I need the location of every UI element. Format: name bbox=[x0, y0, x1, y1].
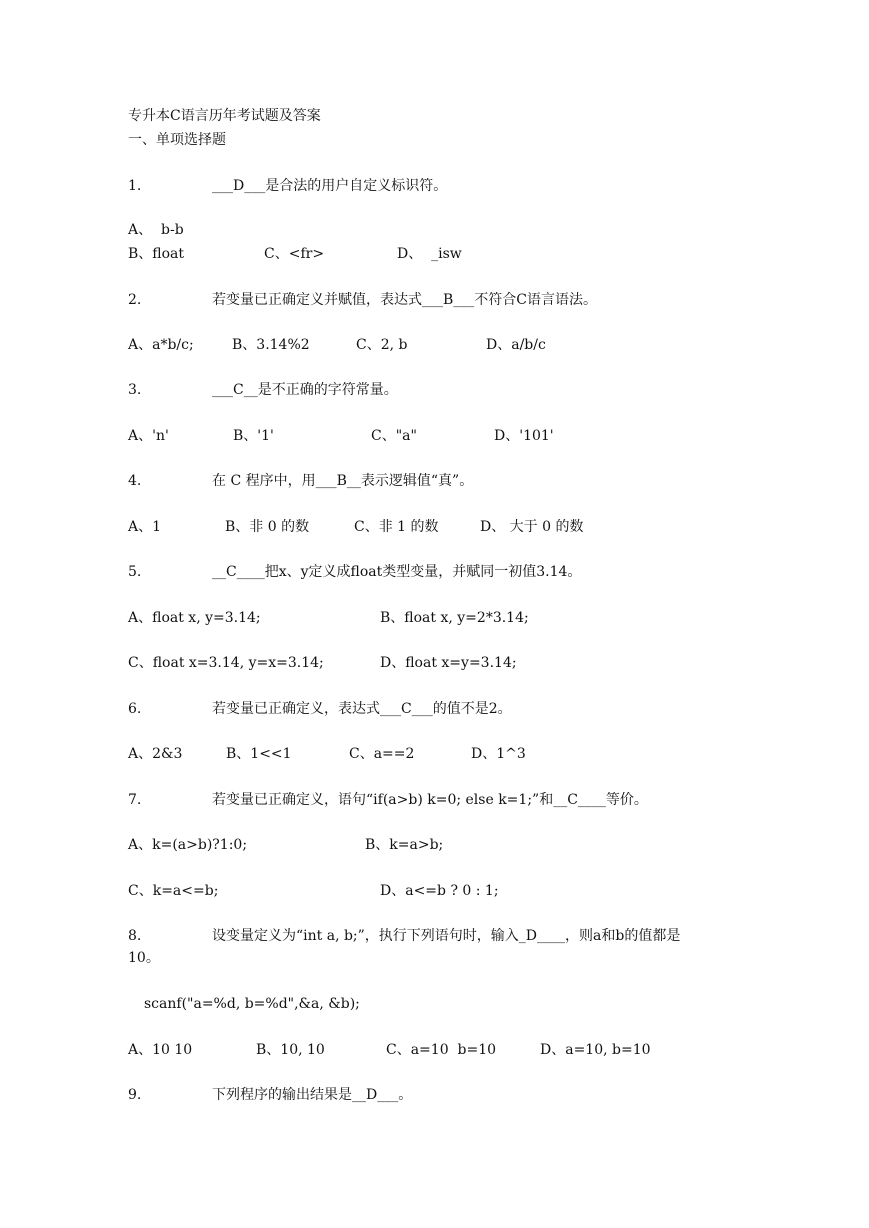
question-text: ___C__是不正确的字符常量。 bbox=[212, 382, 398, 398]
question-number: 6. bbox=[128, 701, 142, 717]
question-text: 若变量已正确定义，表达式___C___的值不是2。 bbox=[212, 701, 512, 717]
question-number: 9. bbox=[128, 1087, 142, 1103]
option-a: A、10 10 bbox=[128, 1042, 193, 1058]
option-c: C、a=10 b=10 bbox=[386, 1042, 497, 1058]
option-d: D、'101' bbox=[494, 428, 554, 444]
option-b: B、'1' bbox=[233, 428, 274, 444]
option-d: D、 大于 0 的数 bbox=[480, 519, 584, 535]
question-text: __C____把x、y定义成float类型变量，并赋同一初值3.14。 bbox=[212, 564, 582, 580]
option-b: B、k=a>b; bbox=[365, 837, 444, 853]
question-text: 若变量已正确定义并赋值，表达式___B___不符合C语言语法。 bbox=[212, 292, 597, 308]
question-number: 5. bbox=[128, 564, 142, 580]
question-text: 设变量定义为“int a, b;”，执行下列语句时，输入_D____，则a和b的值都是 bbox=[212, 928, 681, 944]
option-b: B、10, 10 bbox=[256, 1042, 325, 1058]
option-c: C、非 1 的数 bbox=[354, 519, 439, 535]
question-number: 8. bbox=[128, 928, 142, 944]
option-b: B、非 0 的数 bbox=[225, 519, 310, 535]
option-a: A、a*b/c; bbox=[128, 337, 194, 353]
document-title: 专升本C语言历年考试题及答案 bbox=[128, 108, 321, 124]
option-b: B、3.14%2 bbox=[232, 337, 310, 353]
option-a: A、'n' bbox=[128, 428, 169, 444]
question-number: 3. bbox=[128, 382, 142, 398]
question-text: 在 C 程序中，用___B__表示逻辑值“真”。 bbox=[212, 473, 474, 489]
question-number: 2. bbox=[128, 292, 142, 308]
option-c: C、k=a<=b; bbox=[128, 883, 219, 899]
option-d: D、float x=y=3.14; bbox=[380, 655, 517, 671]
option-a: A、2&3 bbox=[128, 746, 183, 762]
option-a: A、 b-b bbox=[128, 222, 184, 238]
option-c: C、a==2 bbox=[349, 746, 415, 762]
option-a: A、k=(a>b)?1:0; bbox=[128, 837, 248, 853]
option-d: D、a<=b ? 0 : 1; bbox=[380, 883, 499, 899]
question-text: ___D___是合法的用户自定义标识符。 bbox=[212, 178, 448, 194]
option-b: B、1<<1 bbox=[226, 746, 292, 762]
question-number: 1. bbox=[128, 178, 142, 194]
option-b: B、float x, y=2*3.14; bbox=[380, 610, 529, 626]
option-c: C、"a" bbox=[371, 428, 417, 444]
option-d: D、a=10, b=10 bbox=[540, 1042, 651, 1058]
section-heading: 一、单项选择题 bbox=[128, 132, 226, 148]
option-d: D、 _isw bbox=[397, 246, 462, 262]
question-number: 7. bbox=[128, 792, 142, 808]
option-c: C、2, b bbox=[356, 337, 408, 353]
question-text: 若变量已正确定义，语句“if(a>b) k=0; else k=1;”和__C____等价。 bbox=[212, 792, 648, 808]
option-a: A、float x, y=3.14; bbox=[128, 610, 261, 626]
option-d: D、a/b/c bbox=[486, 337, 546, 353]
option-a: A、1 bbox=[128, 519, 162, 535]
option-c: C、<fr> bbox=[264, 246, 325, 262]
option-c: C、float x=3.14, y=x=3.14; bbox=[128, 655, 324, 671]
question-text-continued: 10。 bbox=[128, 950, 160, 966]
question-text: 下列程序的输出结果是__D___。 bbox=[212, 1087, 413, 1103]
option-b: B、float bbox=[128, 246, 185, 262]
question-number: 4. bbox=[128, 473, 142, 489]
code-line: scanf("a=%d, b=%d",&a, &b); bbox=[144, 996, 360, 1012]
option-d: D、1^3 bbox=[471, 746, 526, 762]
